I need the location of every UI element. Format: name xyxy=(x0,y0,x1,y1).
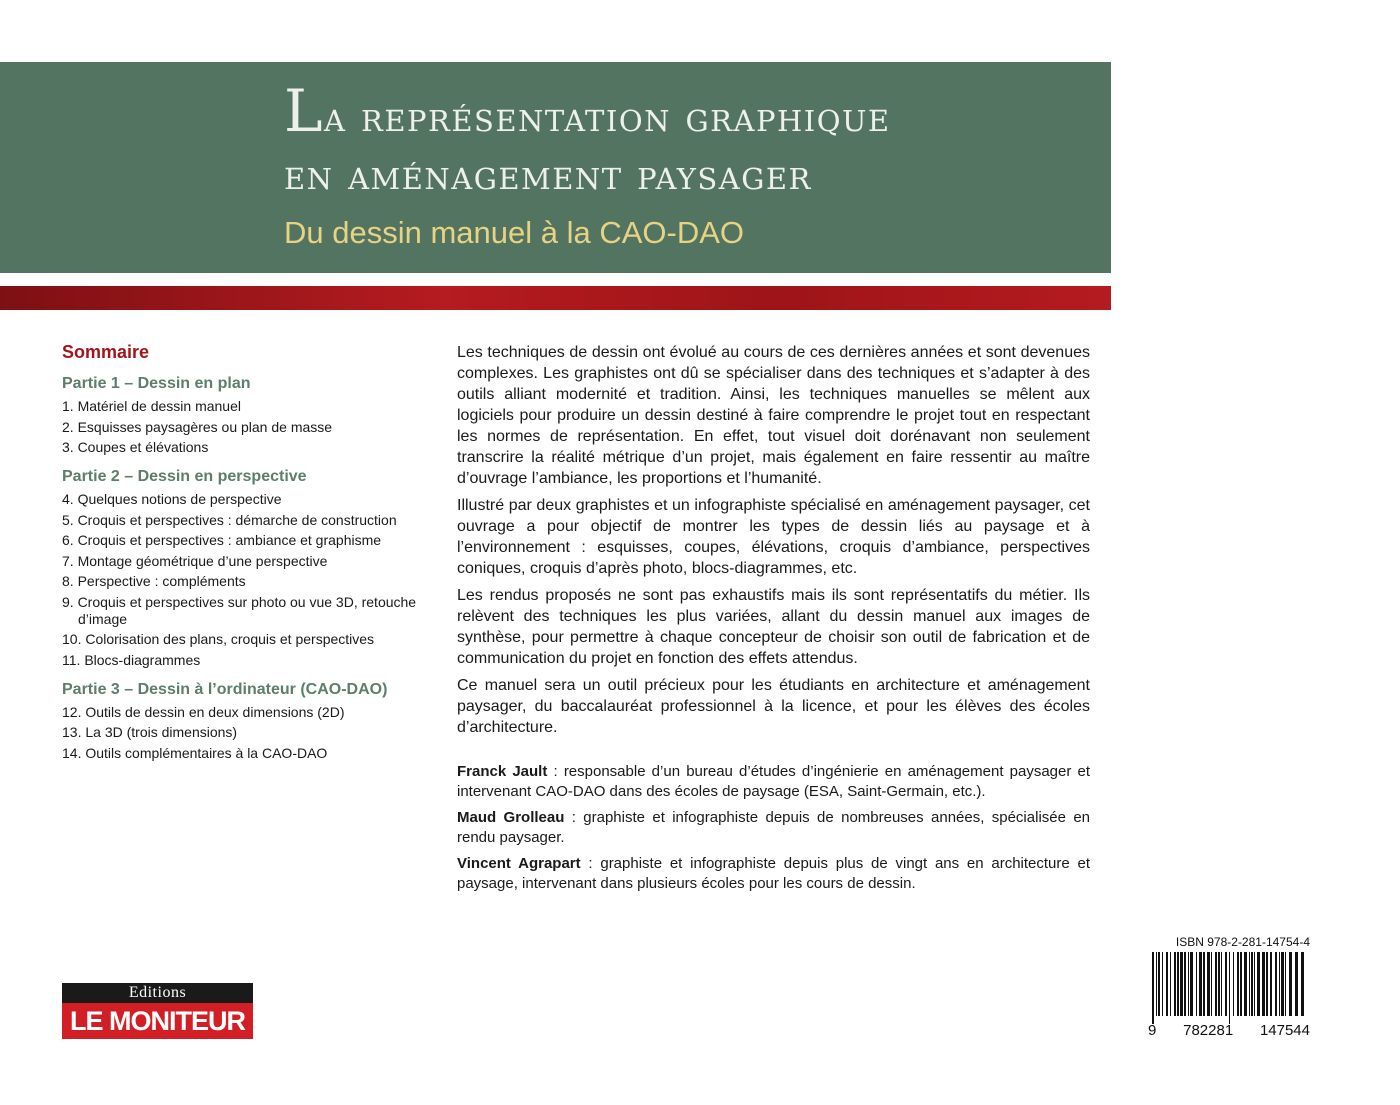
publisher-logo xyxy=(62,983,253,1039)
description-text xyxy=(457,342,1090,744)
barcode-digits xyxy=(1148,1022,1310,1039)
author-bio xyxy=(457,762,1090,802)
toc-item: 10. Colorisation des plans, croquis et perspectives xyxy=(62,631,375,647)
title-line-1: a représentation graphique xyxy=(324,93,891,141)
author-name: Franck Jault xyxy=(457,763,548,780)
toc-item: 6. Croquis et perspectives : ambiance et graphisme xyxy=(62,532,382,548)
toc-item: 2. Esquisses paysagères ou plan de masse xyxy=(62,418,333,435)
toc-part-list xyxy=(62,491,442,669)
author-bios xyxy=(457,762,1090,900)
toc-item: 8. Perspective : compléments xyxy=(62,573,246,589)
author-name: Maud Grolleau xyxy=(457,809,565,826)
author-bio xyxy=(457,854,1090,894)
toc-title: Sommaire xyxy=(62,342,150,362)
author-name: Vincent Agrapart xyxy=(457,855,581,872)
toc-item: 1. Matériel de dessin manuel xyxy=(62,398,241,414)
author-description: : graphiste et infographiste depuis de nombreuses années, spécialisée en rendu paysager. xyxy=(457,809,1091,846)
toc-item: 14. Outils complémentaires à la CAO-DAO xyxy=(62,744,328,761)
red-divider-band xyxy=(0,286,1111,310)
publisher-logo-top: Editions xyxy=(62,983,253,1003)
isbn-label: ISBN 978-2-281-14754-4 xyxy=(1175,935,1310,949)
barcode-digit-first: 9 xyxy=(1148,1022,1157,1039)
toc-item: 13. La 3D (trois dimensions) xyxy=(62,724,238,740)
toc-item: 3. Coupes et élévations xyxy=(62,439,209,455)
table-of-contents xyxy=(62,342,442,765)
title-line-2: en aménagement paysager xyxy=(284,151,812,199)
barcode-icon xyxy=(1148,952,1310,1024)
author-bio xyxy=(457,808,1090,848)
title-initial: L xyxy=(284,77,325,145)
toc-item: 4. Quelques notions de perspective xyxy=(62,491,282,507)
toc-item: 5. Croquis et perspectives : démarche de construction xyxy=(62,511,397,528)
barcode-digit-group: 782281 xyxy=(1183,1022,1234,1039)
toc-part-list xyxy=(62,398,442,456)
isbn-block xyxy=(1148,935,1310,1039)
toc-part-title: Partie 2 – Dessin en perspective xyxy=(62,468,307,485)
publisher-logo-name: LE MONITEUR xyxy=(70,1006,245,1036)
toc-part-list xyxy=(62,704,442,762)
toc-item: 7. Montage géométrique d’une perspective xyxy=(62,552,328,569)
toc-item: 9. Croquis et perspectives sur photo ou vue 3D, retouche d’image xyxy=(62,593,417,627)
toc-item: 11. Blocs-diagrammes xyxy=(62,651,201,668)
author-description: : graphiste et infographiste depuis plus de vingt ans en architecture et paysage, intervenant dans plusieurs écoles pour les cours de dessin. xyxy=(457,855,1091,892)
toc-item: 12. Outils de dessin en deux dimensions (2D) xyxy=(62,703,345,720)
book-subtitle: Du dessin manuel à la CAO-DAO xyxy=(284,215,745,250)
description-paragraph: Ce manuel sera un outil précieux pour les étudiants en architecture et aménagement paysager, du baccalauréat professionnel à la licence, et pour les élèves des écoles d’architecture. xyxy=(457,677,1090,736)
description-paragraph: Les rendus proposés ne sont pas exhaustifs mais ils sont représentatifs du métier. Ils relèvent des techniques les plus variées, allant du dessin manuel aux images de synthèse, pour permettre à chaque concepteur de choisir son outil de fabrication et de communication du projet en fonction des effets attendus. xyxy=(457,587,1090,667)
book-title xyxy=(284,77,891,204)
toc-part-title: Partie 1 – Dessin en plan xyxy=(62,375,251,392)
toc-part-title: Partie 3 – Dessin à l’ordinateur (CAO-DAO) xyxy=(62,680,388,698)
description-paragraph: Illustré par deux graphistes et un infographiste spécialisé en aménagement paysager, cet ouvrage a pour objectif de montrer les types de dessin liés au paysage et à l’environnement : esquisses, coupes, élévations, croquis d’ambiance, perspectives coniques, croquis d’après photo, blocs-diagrammes, etc. xyxy=(457,497,1090,577)
description-paragraph: Les techniques de dessin ont évolué au cours de ces dernières années et sont devenues complexes. Les graphistes ont dû se spécialiser dans des techniques et s’adapter à des outils alliant modernité et tradition. Ainsi, les techniques manuelles se mêlent aux logiciels pour produire un dessin destiné à faire comprendre le projet tout en respectant les normes de représentation. En effet, tout visuel doit dorénavant non seulement transcrire la réalité métrique d’un projet, mais également en faire ressentir au maître d’ouvrage l’ambiance, les proportions et l’humanité. xyxy=(457,344,1090,487)
author-description: : responsable d’un bureau d’études d’ingénierie en aménagement paysager et intervenant CAO-DAO dans des écoles de paysage (ESA, Saint-Germain, etc.). xyxy=(457,763,1090,800)
barcode-digit-group: 147544 xyxy=(1259,1022,1310,1039)
